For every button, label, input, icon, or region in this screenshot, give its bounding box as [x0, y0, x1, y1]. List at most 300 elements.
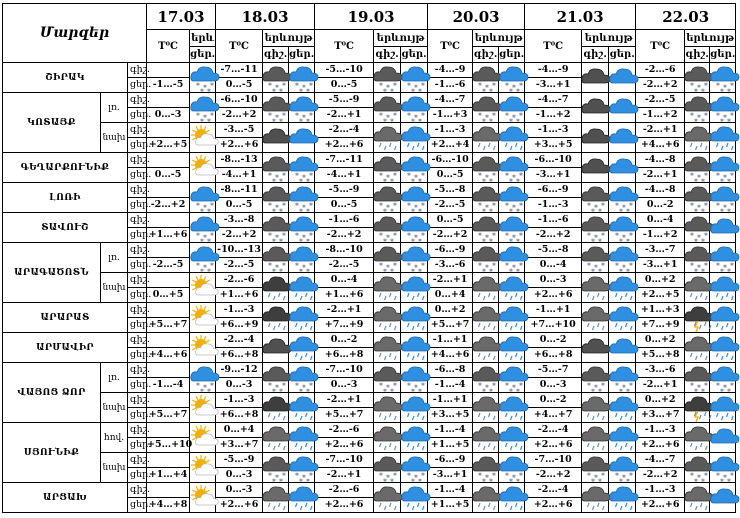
svg-text:✱: ✱	[489, 387, 494, 394]
weather-icon-cell	[263, 63, 289, 93]
weather-icon-cell	[401, 303, 428, 333]
svg-text:✱: ✱	[417, 117, 423, 124]
weather-icon-cell	[710, 363, 736, 393]
weather-icon-cell	[582, 183, 609, 213]
weather-icon-cell	[582, 123, 609, 153]
temperature-value: +2…+6	[315, 138, 374, 153]
svg-text:✱: ✱	[378, 111, 384, 118]
temperature-value	[147, 363, 190, 378]
rain-cloud-icon	[401, 485, 431, 511]
temp-header: T⁰C	[428, 30, 473, 63]
svg-text:✱: ✱	[308, 231, 314, 238]
temperature-value: +1…+5	[428, 438, 473, 453]
svg-text:✱: ✱	[512, 263, 517, 270]
cloud-icon	[609, 125, 639, 151]
temperature-value: +3…+5	[428, 408, 473, 423]
svg-text:✱: ✱	[420, 381, 426, 388]
overcast-snow-icon	[374, 245, 404, 274]
svg-text:✱: ✱	[516, 267, 521, 274]
temperature-value: 0…-2	[525, 393, 582, 408]
temperature-value: -6…-10	[525, 153, 582, 168]
temperature-value: +3…+5	[525, 138, 582, 153]
svg-text:✱: ✱	[694, 387, 699, 394]
weather-icon-cell	[473, 243, 499, 273]
day-header: ցեր.	[289, 47, 315, 63]
weather-icon-cell	[685, 153, 710, 183]
weather-icon-cell	[582, 153, 609, 183]
svg-text:✱: ✱	[492, 261, 497, 268]
weather-icon-cell	[609, 213, 636, 243]
date-header: 18.03	[216, 4, 315, 30]
day-label: ցեր.	[128, 168, 147, 183]
temperature-value: -2…-4	[525, 423, 582, 438]
weather-icon-cell	[374, 213, 401, 243]
temperature-value: +1…+4	[147, 468, 190, 483]
svg-text:✱: ✱	[615, 231, 620, 238]
forecast-row	[3, 123, 736, 138]
snow-cloud-icon	[710, 455, 740, 484]
svg-text:✱: ✱	[505, 471, 510, 478]
svg-text:✱: ✱	[519, 81, 524, 88]
temperature-value: +6…+8	[216, 408, 263, 423]
svg-text:✱: ✱	[594, 263, 599, 270]
overcast-rain-icon	[582, 485, 612, 511]
svg-text:✱: ✱	[195, 261, 201, 268]
temperature-value: -6…-8	[428, 363, 473, 378]
svg-text:✱: ✱	[587, 471, 592, 478]
temperature-value: -6…-10	[428, 153, 473, 168]
weather-icon-cell	[263, 93, 289, 123]
svg-text:✱: ✱	[382, 237, 388, 244]
svg-text:✱: ✱	[199, 387, 205, 394]
svg-text:✱: ✱	[298, 177, 304, 184]
svg-text:✱: ✱	[716, 261, 721, 268]
subregion-label: նախ	[101, 273, 128, 303]
svg-text:✱: ✱	[509, 117, 514, 124]
svg-text:✱: ✱	[206, 207, 212, 214]
temperature-value: -2…+1	[636, 168, 685, 183]
temperature-value	[147, 453, 190, 468]
weather-icon-cell	[473, 483, 499, 513]
temperature-value: 0…+2	[636, 393, 685, 408]
svg-text:✱: ✱	[622, 233, 627, 240]
rain-cloud-icon	[609, 395, 639, 421]
svg-text:✱: ✱	[598, 267, 603, 274]
temperature-value: -1…+1	[428, 393, 473, 408]
temperature-value: 0…+2	[636, 273, 685, 288]
overcast-rain-icon	[374, 125, 404, 151]
temperature-value: -3…+1	[636, 258, 685, 273]
svg-text:✱: ✱	[730, 81, 735, 88]
snow-cloud-icon	[401, 365, 431, 394]
temperature-value: 0…+5	[147, 288, 190, 303]
temperature-value	[147, 423, 190, 438]
overcast-rain-icon	[582, 425, 612, 451]
temperature-value: -1…-5	[147, 78, 190, 93]
svg-text:✱: ✱	[509, 477, 514, 484]
temperature-value: -2…-4	[315, 123, 374, 138]
temperature-value: +1…+6	[315, 288, 374, 303]
svg-text:✱: ✱	[512, 113, 517, 120]
date-header: 20.03	[428, 4, 525, 30]
svg-text:✱: ✱	[267, 171, 273, 178]
temperature-value: -6…-9	[428, 453, 473, 468]
night-label: գիշ.	[128, 183, 147, 198]
temperature-value: -4…-7	[525, 93, 582, 108]
temperature-value: 0…-2	[525, 333, 582, 348]
temperature-value: -5…-7	[525, 363, 582, 378]
svg-text:✱: ✱	[385, 113, 391, 120]
svg-text:✱: ✱	[619, 237, 624, 244]
svg-text:✱: ✱	[417, 477, 423, 484]
svg-text:✱: ✱	[730, 171, 735, 178]
svg-text:✱: ✱	[271, 117, 277, 124]
day-label: ցեր.	[128, 78, 147, 93]
dark-cloud-icon	[582, 155, 612, 181]
temperature-value: 0…-3	[147, 108, 190, 123]
svg-text:✱: ✱	[489, 237, 494, 244]
temperature-value: -2…+2	[216, 228, 263, 243]
svg-text:✱: ✱	[478, 261, 483, 268]
svg-text:✱: ✱	[489, 267, 494, 274]
svg-text:✱: ✱	[298, 207, 304, 214]
temperature-value: -5…-8	[525, 243, 582, 258]
temperature-value: -1…-4	[428, 378, 473, 393]
temperature-value: +3…+7	[636, 408, 685, 423]
weather-icon-cell	[374, 273, 401, 303]
night-label: գիշ.	[128, 453, 147, 468]
day-label: ցեր.	[128, 318, 147, 333]
weather-icon-cell	[401, 183, 428, 213]
temp-header: T⁰C	[216, 30, 263, 63]
night-label: գիշ.	[128, 153, 147, 168]
weather-icon-cell	[473, 123, 499, 153]
svg-text:✱: ✱	[278, 117, 284, 124]
weather-icon-cell	[473, 153, 499, 183]
weather-header: երև	[190, 30, 216, 47]
overcast-snow-icon	[582, 215, 612, 244]
svg-text:✱: ✱	[274, 113, 280, 120]
weather-icon-cell	[263, 483, 289, 513]
temperature-value: +2…+6	[315, 498, 374, 513]
overcast-rain-icon	[374, 275, 404, 301]
snow-cloud-icon	[609, 215, 639, 244]
temperature-value: +5…+7	[147, 408, 190, 423]
svg-text:✱: ✱	[482, 477, 487, 484]
temperature-value: +6…+8	[216, 348, 263, 363]
temperature-value	[147, 273, 190, 288]
region-name: ԱՐՑԱԽ	[3, 483, 128, 513]
svg-text:✱: ✱	[701, 207, 706, 214]
svg-text:✱: ✱	[392, 381, 398, 388]
svg-text:✱: ✱	[417, 207, 423, 214]
weather-icon-cell	[401, 63, 428, 93]
weather-icon-cell	[190, 393, 216, 423]
weather-icon-cell	[609, 453, 636, 483]
dark-cloud-icon	[582, 125, 612, 151]
svg-text:✱: ✱	[485, 263, 490, 270]
weather-icon-cell	[190, 213, 216, 243]
weather-header: երևույթ	[473, 30, 525, 47]
temperature-value: -2…+2	[315, 228, 374, 243]
weather-icon-cell	[710, 153, 736, 183]
svg-text:✱: ✱	[505, 81, 510, 88]
svg-text:✱: ✱	[202, 233, 208, 240]
day-label: ցեր.	[128, 498, 147, 513]
snow-cloud-icon	[609, 245, 639, 274]
temperature-value: -8…-10	[315, 243, 374, 258]
rain-cloud-icon	[401, 125, 431, 151]
svg-text:✱: ✱	[199, 207, 205, 214]
weather-icon-cell	[710, 483, 736, 513]
svg-text:✱: ✱	[482, 207, 487, 214]
temperature-value: +1…+5	[428, 498, 473, 513]
forecast-row	[3, 453, 736, 468]
svg-text:✱: ✱	[701, 117, 706, 124]
svg-text:✱: ✱	[392, 111, 398, 118]
svg-text:✱: ✱	[298, 117, 304, 124]
svg-text:✱: ✱	[378, 381, 384, 388]
weather-icon-cell	[473, 333, 499, 363]
temperature-value: +2…+5	[636, 288, 685, 303]
svg-text:✱: ✱	[209, 231, 215, 238]
temperature-value: +6…+9	[216, 318, 263, 333]
temperature-value: +2…+6	[216, 138, 263, 153]
svg-text:✱: ✱	[271, 177, 277, 184]
svg-text:✱: ✱	[587, 261, 592, 268]
dark-cloud-icon	[582, 95, 612, 121]
temperature-value: -2…+1	[428, 273, 473, 288]
snow-cloud-icon	[401, 215, 431, 244]
svg-text:✱: ✱	[601, 381, 606, 388]
temperature-value: 0…-3	[216, 483, 263, 498]
svg-text:✱: ✱	[199, 117, 205, 124]
snow-cloud-icon	[401, 65, 431, 94]
svg-text:✱: ✱	[202, 113, 208, 120]
overcast-snow-icon	[374, 155, 404, 184]
svg-text:✱: ✱	[492, 231, 497, 238]
weather-header: երևույթ	[374, 30, 428, 47]
svg-text:✱: ✱	[478, 381, 483, 388]
night-label: գիշ.	[128, 123, 147, 138]
weather-icon-cell	[499, 483, 525, 513]
weather-icon-cell	[190, 243, 216, 273]
svg-text:✱: ✱	[704, 381, 709, 388]
svg-text:✱: ✱	[195, 231, 201, 238]
svg-text:✱: ✱	[601, 261, 606, 268]
snow-cloud-icon	[710, 365, 740, 394]
svg-text:✱: ✱	[509, 387, 514, 394]
temperature-value: -2…-6	[216, 273, 263, 288]
weather-icon-cell	[263, 183, 289, 213]
svg-text:✱: ✱	[505, 231, 510, 238]
svg-text:✱: ✱	[206, 237, 212, 244]
temperature-value: -10…-13	[216, 243, 263, 258]
weather-icon-cell	[710, 123, 736, 153]
svg-text:✱: ✱	[723, 473, 728, 480]
weather-icon-cell	[289, 453, 315, 483]
weather-icon-cell	[374, 333, 401, 363]
weather-icon-cell	[609, 393, 636, 423]
temperature-value: -2…+2	[216, 108, 263, 123]
svg-text:✱: ✱	[274, 203, 280, 210]
svg-text:✱: ✱	[382, 117, 388, 124]
temperature-value: +5…+10	[147, 438, 190, 453]
night-label: գիշ.	[128, 483, 147, 498]
weather-icon-cell	[401, 423, 428, 453]
weather-icon-cell	[289, 123, 315, 153]
night-label: գիշ.	[128, 243, 147, 258]
weather-icon-cell	[499, 423, 525, 453]
svg-text:✱: ✱	[410, 177, 416, 184]
weather-icon-cell	[499, 333, 525, 363]
temperature-value: -6…-9	[428, 243, 473, 258]
weather-icon-cell	[401, 483, 428, 513]
svg-text:✱: ✱	[301, 473, 307, 480]
overcast-rain-icon	[582, 275, 612, 301]
svg-text:✱: ✱	[417, 177, 423, 184]
svg-text:✱: ✱	[308, 471, 314, 478]
weather-icon-cell	[473, 423, 499, 453]
weather-icon-cell	[685, 273, 710, 303]
forecast-row	[3, 363, 736, 378]
svg-text:✱: ✱	[482, 177, 487, 184]
temperature-value: -2…+1	[636, 378, 685, 393]
temperature-value: 0…-3	[525, 378, 582, 393]
day-label: ցեր.	[128, 288, 147, 303]
svg-text:✱: ✱	[489, 177, 494, 184]
svg-text:✱: ✱	[417, 237, 423, 244]
svg-text:✱: ✱	[619, 387, 624, 394]
weather-icon-cell	[190, 363, 216, 393]
weather-icon-cell	[289, 333, 315, 363]
svg-text:✱: ✱	[202, 263, 208, 270]
snow-cloud-icon	[401, 455, 431, 484]
svg-text:✱: ✱	[420, 231, 426, 238]
weather-icon-cell	[609, 303, 636, 333]
svg-text:✱: ✱	[509, 177, 514, 184]
svg-text:✱: ✱	[206, 87, 212, 94]
temperature-value: -2…-6	[315, 483, 374, 498]
day-label: ցեր.	[128, 108, 147, 123]
svg-text:✱: ✱	[505, 261, 510, 268]
svg-text:✱: ✱	[626, 387, 631, 394]
svg-text:✱: ✱	[720, 387, 725, 394]
rain-cloud-icon	[710, 335, 740, 361]
overcast-snow-icon	[582, 365, 612, 394]
temperature-value: -5…-9	[216, 453, 263, 468]
weather-icon-cell	[374, 363, 401, 393]
weather-icon-cell	[710, 273, 736, 303]
temperature-value: +1…+6	[216, 288, 263, 303]
forecast-row	[3, 183, 736, 198]
svg-text:✱: ✱	[417, 387, 423, 394]
svg-text:✱: ✱	[598, 477, 603, 484]
temperature-value: -2…+2	[525, 468, 582, 483]
svg-text:✱: ✱	[716, 381, 721, 388]
svg-text:✱: ✱	[271, 207, 277, 214]
temperature-value: +1…+6	[147, 228, 190, 243]
svg-text:✱: ✱	[492, 171, 497, 178]
svg-text:✱: ✱	[274, 173, 280, 180]
weather-icon-cell	[582, 483, 609, 513]
svg-text:✱: ✱	[730, 261, 735, 268]
weather-icon-cell	[710, 213, 736, 243]
svg-text:✱: ✱	[690, 471, 695, 478]
weather-icon-cell	[401, 363, 428, 393]
temperature-value: -2…+2	[428, 228, 473, 243]
svg-text:✱: ✱	[505, 381, 510, 388]
weather-icon-cell	[582, 423, 609, 453]
weather-icon-cell	[685, 423, 710, 453]
temperature-value: -2…+1	[315, 393, 374, 408]
svg-text:✱: ✱	[587, 201, 592, 208]
svg-text:✱: ✱	[694, 117, 699, 124]
temperature-value: -3…-5	[216, 123, 263, 138]
weather-icon-cell	[263, 213, 289, 243]
rain-cloud-icon	[710, 125, 740, 151]
svg-text:✱: ✱	[478, 81, 483, 88]
cloud-icon	[609, 65, 639, 91]
svg-text:✱: ✱	[389, 177, 395, 184]
weather-icon-cell	[401, 153, 428, 183]
subregion-label: լռ.	[101, 363, 128, 393]
overcast-snow-icon	[374, 185, 404, 214]
temperature-value: +1…+3	[636, 303, 685, 318]
weather-icon-cell	[609, 153, 636, 183]
svg-text:✱: ✱	[209, 381, 215, 388]
temperature-value: -1…+3	[428, 108, 473, 123]
rain-cloud-icon	[609, 425, 639, 451]
temperature-value: -2…+1	[315, 303, 374, 318]
weather-icon-cell	[609, 423, 636, 453]
svg-text:✱: ✱	[519, 201, 524, 208]
svg-text:✱: ✱	[704, 81, 709, 88]
forecast-row	[3, 393, 736, 408]
temperature-value: -2…+2	[147, 198, 190, 213]
subregion-label: նախ	[101, 123, 128, 153]
snow-cloud-icon	[609, 365, 639, 394]
weather-icon-cell	[582, 63, 609, 93]
temperature-value: -1…+2	[636, 108, 685, 123]
svg-text:✱: ✱	[601, 471, 606, 478]
night-label: գիշ.	[128, 303, 147, 318]
temperature-value: -2…-6	[315, 423, 374, 438]
svg-text:✱: ✱	[308, 201, 314, 208]
day-header: ցեր.	[401, 47, 428, 63]
temperature-value: -1…-6	[428, 78, 473, 93]
weather-icon-cell	[190, 63, 216, 93]
svg-text:✱: ✱	[619, 477, 624, 484]
svg-text:✱: ✱	[716, 81, 721, 88]
svg-text:✱: ✱	[385, 263, 391, 270]
weather-icon-cell	[582, 93, 609, 123]
svg-text:✱: ✱	[294, 81, 300, 88]
region-name: ՎԱՅՈՑ ՁՈՐ	[3, 363, 101, 423]
svg-text:✱: ✱	[281, 471, 287, 478]
snow-cloud-icon	[710, 95, 740, 124]
svg-text:✱: ✱	[406, 381, 412, 388]
svg-text:✱: ✱	[619, 267, 624, 274]
temperature-value: +5…+8	[636, 348, 685, 363]
weather-icon-cell	[473, 393, 499, 423]
svg-text:✱: ✱	[417, 267, 423, 274]
region-name: ԱՐԱՐԱՏ	[3, 303, 128, 333]
svg-text:✱: ✱	[308, 111, 314, 118]
svg-text:✱: ✱	[410, 87, 416, 94]
weather-icon-cell	[473, 303, 499, 333]
temperature-value: -2…-5	[315, 258, 374, 273]
